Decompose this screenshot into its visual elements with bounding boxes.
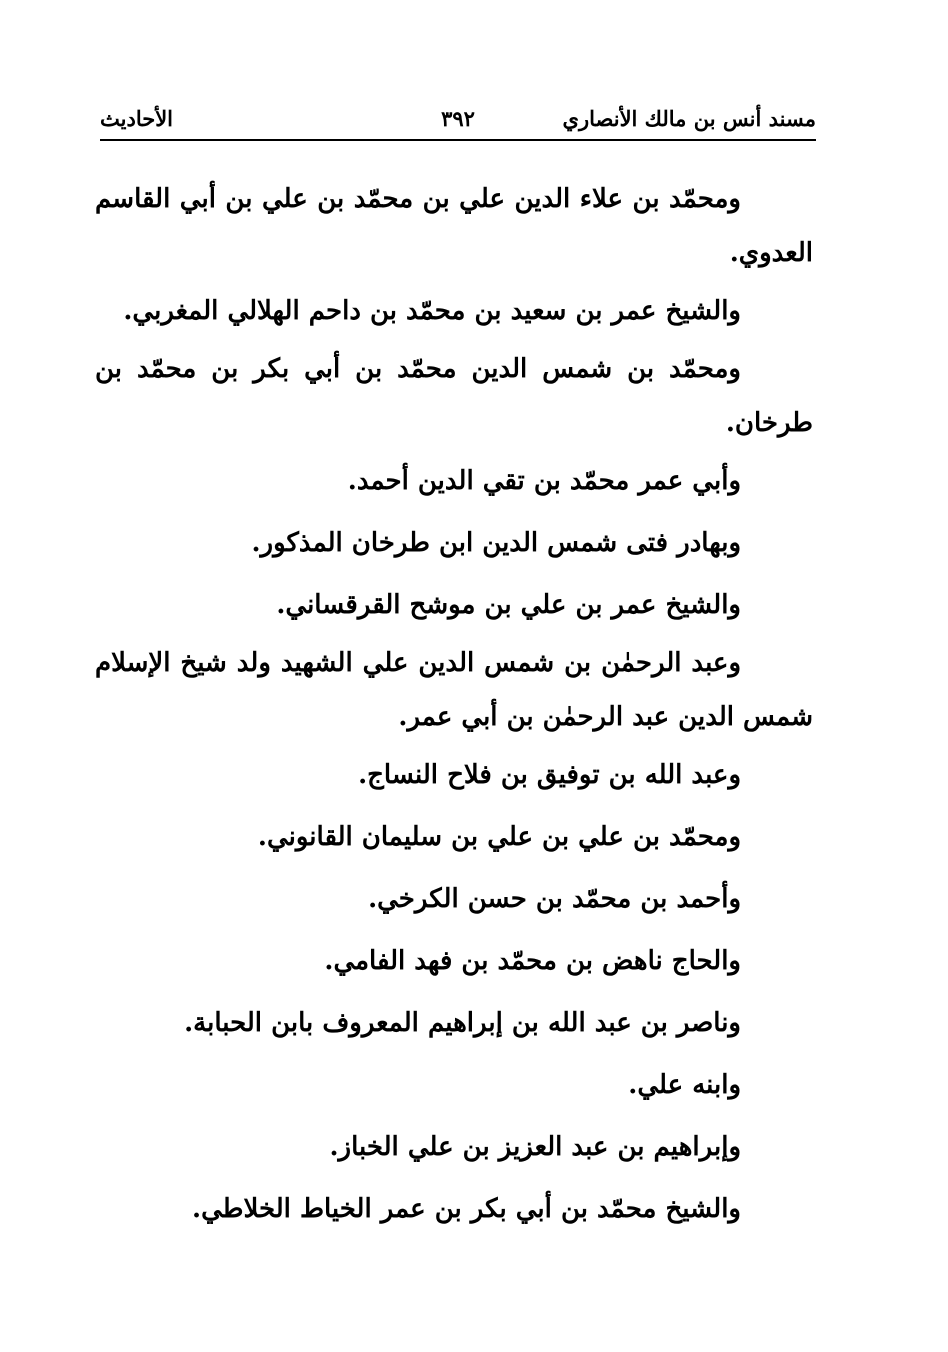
narrator-entry: والشيخ محمّد بن أبي بكر بن عمر الخياط الخلاطي.: [192, 1194, 741, 1224]
narrator-entry: ومحمّد بن علاء الدين علي بن محمّد بن علي بن أبي القاسم العدوي.: [95, 184, 813, 268]
page-number: ٣٩٢: [441, 106, 475, 131]
narrator-entry: وابنه علي.: [628, 1070, 741, 1100]
header-rule: [100, 139, 816, 141]
narrator-entry: وبهادر فتى شمس الدين ابن طرخان المذكور.: [251, 528, 741, 558]
narrator-entry: والحاج ناهض بن محمّد بن فهد الفامي.: [324, 946, 741, 976]
narrator-entry: والشيخ عمر بن سعيد بن محمّد بن داحم الهلالي المغربي.: [123, 296, 741, 326]
page-body: [95, 172, 813, 1240]
running-header: [100, 104, 816, 136]
narrator-entry: وإبراهيم بن عبد العزيز بن علي الخباز.: [329, 1132, 741, 1162]
narrator-entry: وأحمد بن محمّد بن حسن الكرخي.: [368, 884, 741, 914]
narrator-entry: وعبد الله بن توفيق بن فلاح النساج.: [358, 760, 741, 790]
narrator-entry: ومحمّد بن علي بن علي بن سليمان القانوني.: [257, 822, 741, 852]
narrator-entry: والشيخ عمر بن علي بن موشح القرقساني.: [276, 590, 741, 620]
narrator-entry: وعبد الرحمٰن بن شمس الدين علي الشهيد ولد شيخ الإسلام شمس الدين عبد الرحمٰن بن أبي عمر.: [95, 648, 813, 732]
narrator-entry: وأبي عمر محمّد بن تقي الدين أحمد.: [347, 466, 741, 496]
section-title: الأحاديث: [100, 106, 174, 131]
book-title: مسند أنس بن مالك الأنصاري: [562, 106, 816, 131]
narrator-entry: ومحمّد بن شمس الدين محمّد بن أبي بكر بن محمّد بن طرخان.: [95, 354, 813, 438]
narrator-entry: وناصر بن عبد الله بن إبراهيم المعروف بابن الحبابة.: [184, 1008, 741, 1038]
